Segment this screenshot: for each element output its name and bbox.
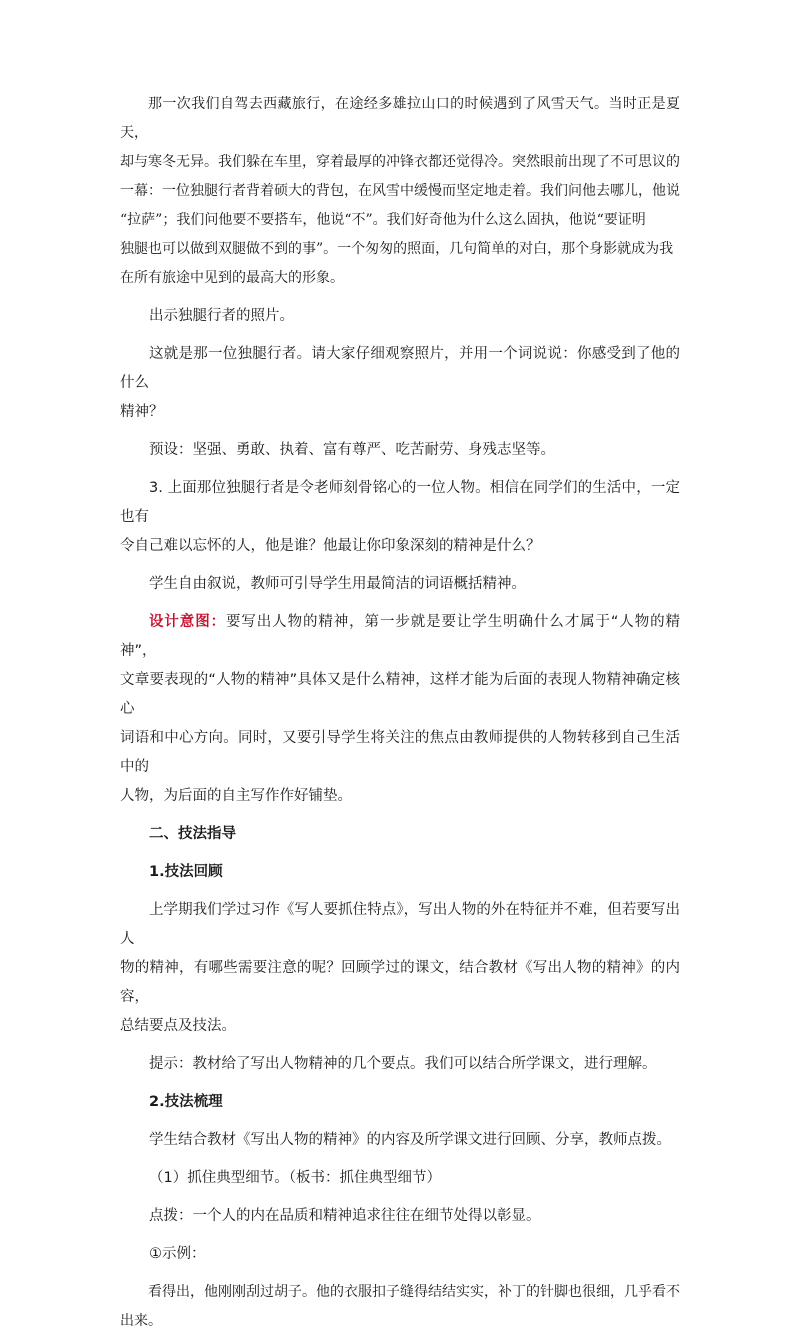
example-label: ①示例： (149, 1246, 206, 1262)
question-3-line: 令自己难以忘怀的人，他是谁？他最让你印象深刻的精神是什么？ (120, 538, 541, 554)
question-3-line: 3. 上面那位独腿行者是令老师刻骨铭心的一位人物。相信在同学们的生活中，一定也有 (120, 480, 680, 525)
observe-line: 精神？ (120, 404, 164, 420)
story-line: 在所有旅途中见到的最高大的形象。 (120, 270, 344, 286)
section-heading: 二、技法指导 (149, 826, 236, 842)
story-line: 却与寒冬无异。我们躲在车里，穿着最厚的冲锋衣都还觉得冷。突然眼前出现了不可思议的 (120, 154, 680, 170)
point-1-text: （1）抓住典型细节。（板书：抓住典型细节） (149, 1170, 441, 1186)
example-line: 出来。 (120, 1313, 162, 1329)
example-paragraph (120, 1278, 680, 1336)
hint-text: 提示：教材给了写出人物精神的几个要点。我们可以结合所学课文，进行理解。 (149, 1056, 657, 1072)
story-paragraph (120, 90, 680, 293)
sort-text: 学生结合教材《写出人物的精神》的内容及所学课文进行回顾、分享，教师点拨。 (149, 1132, 671, 1148)
tip-text: 点拨：一个人的内在品质和精神追求往往在细节处得以彰显。 (149, 1208, 541, 1224)
design-intent-line (120, 608, 680, 666)
question-3-paragraph (120, 474, 680, 561)
free-talk-text: 学生自由叙说，教师可引导学生用最简洁的词语概括精神。 (149, 576, 526, 592)
story-line: 一幕：一位独腿行者背着硕大的背包，在风雪中缓慢而坚定地走着。我们问他去哪儿，他说 (120, 183, 680, 199)
example-line: 看得出，他刚刚刮过胡子。他的衣服扣子缝得结结实实，补丁的针脚也很细，几乎看不 (148, 1284, 680, 1300)
subsection-heading-review: 1.技法回顾 (149, 864, 223, 880)
design-intent-line: 文章要表现的“人物的精神”具体又是什么精神，这样才能为后面的表现人物精神确定核心 (120, 672, 680, 717)
review-line: 物的精神，有哪些需要注意的呢？回顾学过的课文，结合教材《写出人物的精神》的内容， (120, 960, 680, 1005)
review-line: 总结要点及技法。 (120, 1018, 236, 1034)
story-line: “拉萨”；我们问他要不要搭车，他说“不”。我们好奇他为什么这么固执，他说“要证明 (120, 212, 646, 228)
show-photo-text: 出示独腿行者的照片。 (149, 308, 294, 324)
preset-text: 预设：坚强、勇敢、执着、富有尊严、吃苦耐劳、身残志坚等。 (149, 442, 555, 458)
design-intent-line: 词语和中心方向。同时，又要引导学生将关注的焦点由教师提供的人物转移到自己生活中的 (120, 730, 680, 775)
design-intent-paragraph (120, 608, 680, 811)
review-paragraph (120, 896, 680, 1041)
review-line: 上学期我们学过习作《写人要抓住特点》，写出人物的外在特征并不难，但若要写出人 (120, 902, 680, 947)
subsection-heading-sort: 2.技法梳理 (149, 1094, 223, 1110)
story-line: 那一次我们自驾去西藏旅行，在途经多雄拉山口的时候遇到了风雪天气。当时正是夏天， (120, 96, 680, 141)
story-line: 独腿也可以做到双腿做不到的事”。一个匆匆的照面，几句简单的对白，那个身影就成为我 (120, 241, 674, 257)
design-intent-line: 人物，为后面的自主写作作好铺垫。 (120, 788, 352, 804)
observe-paragraph (120, 340, 680, 427)
design-intent-label: 设计意图： (149, 614, 226, 630)
design-intent-text: 要写出人物的精神，第一步就是要让学生明确什么才属于“人物的精神”， (120, 614, 680, 659)
observe-line: 这就是那一位独腿行者。请大家仔细观察照片，并用一个词说说：你感受到了他的什么 (120, 346, 680, 391)
document-content (120, 90, 680, 1336)
